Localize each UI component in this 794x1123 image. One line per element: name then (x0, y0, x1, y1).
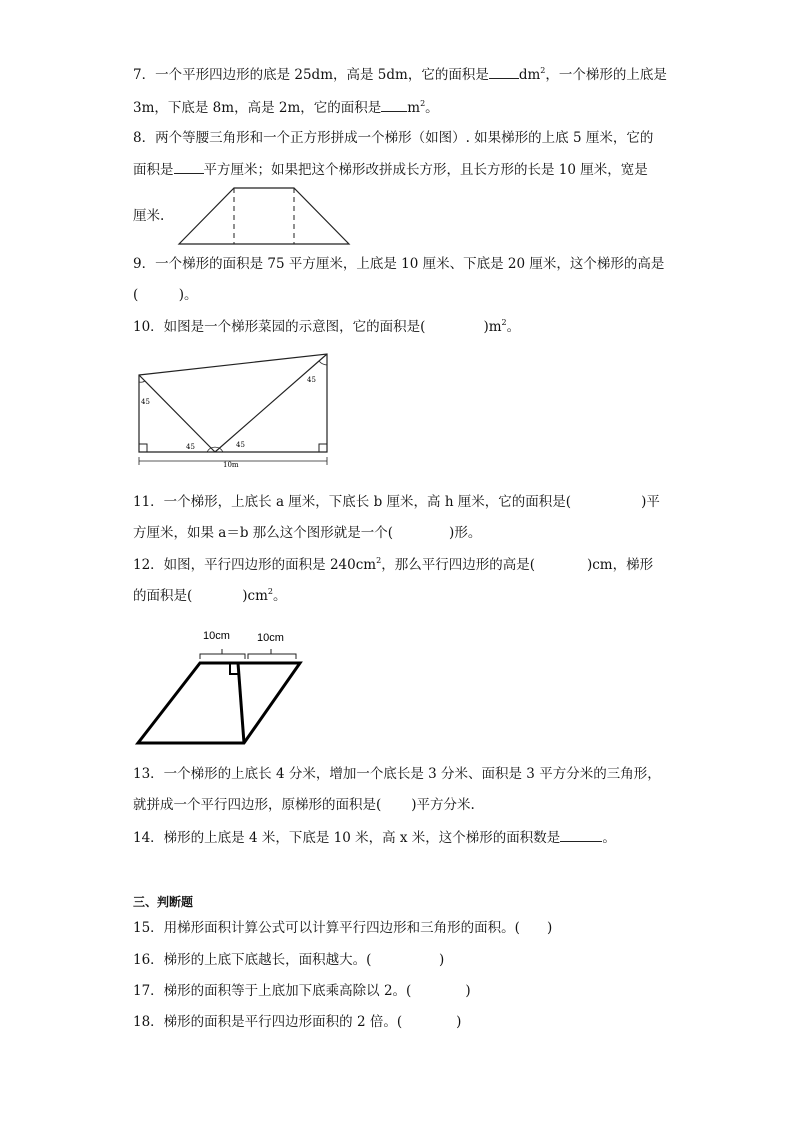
q8-blank-1[interactable] (174, 159, 204, 174)
q7-blank-1[interactable] (489, 64, 519, 79)
q12-parallelogram-figure (130, 625, 310, 750)
q9-text-a: 9．一个梯形的面积是 75 平方厘米，上底是 10 厘米、下底是 20 厘米，这个梯形的高是 (133, 256, 665, 272)
q7-sup-1: 2 (540, 66, 546, 75)
q14-blank[interactable] (560, 827, 602, 842)
q11-text-c: 方厘米，如果 a＝b 那么这个图形就是一个( (133, 525, 394, 541)
q7-text-f: m (407, 100, 421, 116)
q8-trapezoid-outline (179, 188, 349, 244)
q12-brace-left (200, 649, 245, 659)
q15-line: 15．用梯形面积计算公式可以计算平行四边形和三角形的面积。( ) (133, 920, 553, 936)
q12-parallelogram-outline (138, 663, 300, 743)
q12-text-d: )cm，梯形 (586, 557, 654, 573)
q10-trapezoid-garden-figure (130, 348, 340, 470)
q12-text-f: )cm (242, 588, 268, 604)
q8-text-c: 平方厘米；如果把这个梯形改拼成长方形，且长方形的长是 10 厘米，宽是 (203, 162, 648, 178)
q10-left-diagonal (139, 375, 215, 452)
q8-line3 (133, 206, 164, 226)
q7-text-b: dm (518, 67, 541, 83)
q13-line1 (133, 764, 661, 784)
q8-text-b: 面积是 (133, 162, 174, 178)
q17-line: 17．梯形的面积等于上底加下底乘高除以 2。( ) (133, 983, 471, 999)
q10-angle-arc-top-left (139, 381, 145, 382)
q10-angle-arc-top-right (319, 361, 327, 365)
q8-trapezoid-figure (170, 182, 356, 248)
q10-base-label: 10m (223, 461, 239, 469)
q7-text-a: 7．一个平形四边形的底是 25dm，高是 5dm，它的面积是 (133, 67, 489, 83)
q12-label-left: 10cm (203, 630, 230, 642)
q7-blank-2[interactable] (381, 97, 407, 112)
q10-text-b: )m (483, 319, 502, 335)
q12-text-c: ，那么平行四边形的高是( (381, 557, 535, 573)
q7-text-e: 3m，下底是 8m，高是 2m，它的面积是 (133, 100, 382, 116)
q10-text-d: 。 (506, 319, 521, 335)
q12-sup-1: 2 (376, 556, 382, 565)
q12-text-h: 。 (273, 588, 287, 604)
q7-text-h: 。 (425, 100, 439, 116)
q11-line2 (133, 523, 481, 543)
q10-right-angle-left (139, 444, 147, 452)
q7-line2 (133, 97, 439, 118)
q13-text-c: )平方分米. (411, 797, 475, 813)
q12-height-line (238, 663, 244, 743)
q13-text-a: 13．一个梯形的上底长 4 分米，增加一个底长是 3 分米、面积是 3 平方分米的三角形， (133, 766, 661, 782)
q8-line1 (133, 128, 653, 148)
q12-brace-right (248, 649, 296, 659)
q14-line1 (133, 827, 616, 848)
q8-line2 (133, 159, 648, 180)
q14-text-a: 14．梯形的上底是 4 米，下底是 10 米，高 x 米，这个梯形的面积数是 (133, 830, 561, 846)
q11-text-d: )形。 (449, 525, 482, 541)
q8-text-a: 8．两个等腰三角形和一个正方形拼成一个梯形（如图）. 如果梯形的上底 5 厘米，它的 (133, 130, 654, 146)
q7-sup-2: 2 (420, 99, 426, 108)
q9-line1 (133, 254, 664, 274)
q12-text-a: 12．如图，平行四边形的面积是 240cm (133, 557, 377, 573)
q12-sup-2: 2 (267, 587, 274, 596)
q12-line1 (133, 555, 653, 575)
q12-text-e: 的面积是( (133, 588, 193, 604)
q18-line: 18．梯形的面积是平行四边形面积的 2 倍。( ) (133, 1014, 462, 1030)
q9-line2 (133, 285, 198, 305)
q10-right-angle-right (319, 444, 327, 452)
q10-angle-label-left: 45 (141, 398, 150, 406)
q13-text-b: 就拼成一个平行四边形，原梯形的面积是( (133, 797, 382, 813)
q12-line2 (133, 586, 287, 606)
q10-angle-label-bottom-left: 45 (186, 443, 195, 451)
q9-text-b: ( )。 (133, 287, 198, 303)
q10-angle-label-right: 45 (307, 376, 316, 384)
q16-line: 16．梯形的上底下底越长，面积越大。( ) (133, 952, 445, 968)
q14-text-b: 。 (602, 830, 616, 846)
q10-line1 (133, 317, 520, 337)
q11-text-b: )平 (641, 494, 660, 510)
q7-line1 (133, 64, 667, 85)
q10-angle-label-bottom-right: 45 (236, 441, 245, 449)
q11-line1 (133, 492, 660, 512)
q7-text-d: ，一个梯形的上底是 (545, 67, 667, 83)
q10-text-a: 10．如图是一个梯形菜园的示意图，它的面积是( (133, 319, 426, 335)
q10-right-diagonal (215, 354, 327, 452)
q11-text-a: 11．一个梯形，上底长 a 厘米，下底长 b 厘米，高 h 厘米，它的面积是( (133, 494, 572, 510)
q12-label-right: 10cm (257, 632, 284, 644)
q10-sup: 2 (501, 318, 507, 327)
section-3-title: 三、判断题 (133, 895, 194, 909)
q8-text-d: 厘米. (133, 208, 165, 224)
q13-line2 (133, 795, 475, 815)
